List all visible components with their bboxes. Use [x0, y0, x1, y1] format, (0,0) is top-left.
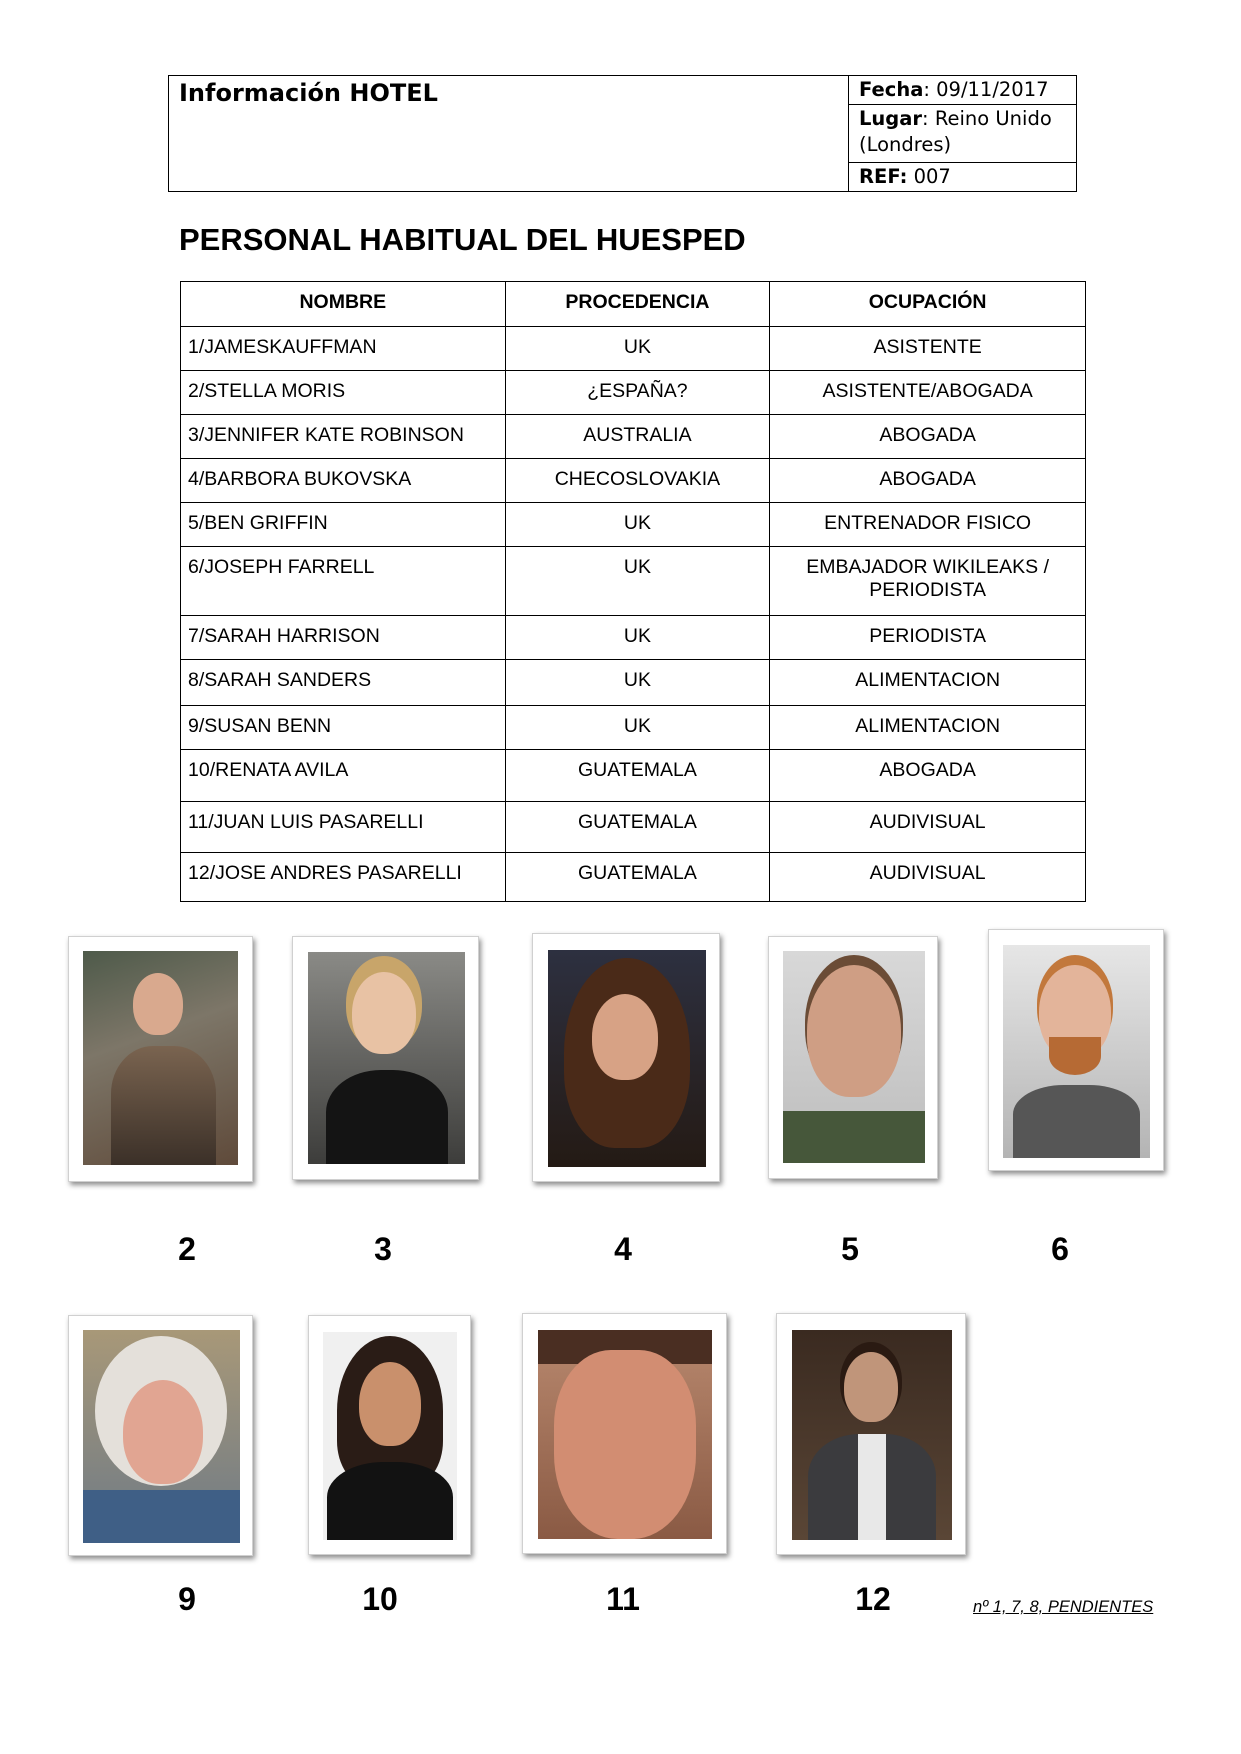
photo-number: 11	[606, 1581, 640, 1617]
photo-person-10	[308, 1315, 471, 1555]
cell-ocupacion: EMBAJADOR WIKILEAKS / PERIODISTA	[770, 547, 1086, 616]
section-title: PERSONAL HABITUAL DEL HUESPED	[179, 222, 746, 257]
cell-nombre: 10/RENATA AVILA	[181, 750, 506, 802]
cell-procedencia: CHECOSLOVAKIA	[505, 459, 770, 503]
cell-procedencia: ¿ESPAÑA?	[505, 371, 770, 415]
cell-nombre: 12/JOSE ANDRES PASARELLI	[181, 853, 506, 902]
cell-ocupacion: ABOGADA	[770, 459, 1086, 503]
photo-person-5	[768, 936, 938, 1179]
cell-procedencia: UK	[505, 660, 770, 706]
table-row	[181, 706, 1086, 750]
cell-procedencia: AUSTRALIA	[505, 415, 770, 459]
table-row	[181, 415, 1086, 459]
fecha-value: : 09/11/2017	[923, 78, 1049, 101]
photo-number: 5	[841, 1231, 859, 1267]
cell-nombre: 7/SARAH HARRISON	[181, 616, 506, 660]
photo-person-4	[532, 933, 720, 1182]
cell-nombre: 11/JUAN LUIS PASARELLI	[181, 802, 506, 853]
cell-procedencia: UK	[505, 616, 770, 660]
header-title: Información HOTEL	[169, 76, 849, 191]
cell-ocupacion: ASISTENTE	[770, 327, 1086, 371]
fecha-label: Fecha	[859, 78, 924, 101]
table-header-row	[181, 282, 1086, 327]
photo-number: 4	[614, 1231, 632, 1267]
cell-ocupacion: ALIMENTACION	[770, 706, 1086, 750]
header-box	[168, 75, 1077, 192]
cell-ocupacion: AUDIVISUAL	[770, 802, 1086, 853]
cell-nombre: 2/STELLA MORIS	[181, 371, 506, 415]
table-row	[181, 750, 1086, 802]
cell-procedencia: UK	[505, 706, 770, 750]
cell-nombre: 3/JENNIFER KATE ROBINSON	[181, 415, 506, 459]
cell-procedencia: GUATEMALA	[505, 750, 770, 802]
cell-ocupacion: ABOGADA	[770, 415, 1086, 459]
column-header-procedencia: PROCEDENCIA	[505, 282, 770, 327]
cell-ocupacion: ASISTENTE/ABOGADA	[770, 371, 1086, 415]
photo-person-11	[522, 1313, 727, 1554]
cell-ocupacion: AUDIVISUAL	[770, 853, 1086, 902]
ref-value: 007	[907, 165, 951, 188]
table-row	[181, 660, 1086, 706]
table-row	[181, 547, 1086, 616]
photo-person-12	[776, 1313, 966, 1555]
cell-nombre: 9/SUSAN BENN	[181, 706, 506, 750]
table-row	[181, 503, 1086, 547]
cell-procedencia: UK	[505, 327, 770, 371]
photo-number: 3	[374, 1231, 392, 1267]
ref-label: REF:	[859, 165, 908, 188]
cell-ocupacion: ENTRENADOR FISICO	[770, 503, 1086, 547]
header-meta	[849, 76, 1076, 191]
table-row	[181, 371, 1086, 415]
photo-number: 12	[855, 1581, 891, 1617]
table-row	[181, 616, 1086, 660]
cell-ocupacion: ALIMENTACION	[770, 660, 1086, 706]
photo-number: 2	[178, 1231, 196, 1267]
column-header-ocupacion: OCUPACIÓN	[770, 282, 1086, 327]
table-row	[181, 327, 1086, 371]
fecha-field	[849, 76, 1076, 105]
cell-ocupacion: ABOGADA	[770, 750, 1086, 802]
photo-person-6	[988, 929, 1164, 1171]
cell-ocupacion: PERIODISTA	[770, 616, 1086, 660]
photo-number: 6	[1051, 1231, 1069, 1267]
cell-nombre: 1/JAMESKAUFFMAN	[181, 327, 506, 371]
lugar-label: Lugar	[859, 107, 923, 130]
lugar-value: : Reino Unido (Londres)	[859, 107, 1052, 156]
ref-field	[849, 163, 1076, 191]
pending-note: nº 1, 7, 8, PENDIENTES	[973, 1598, 1154, 1616]
cell-procedencia: GUATEMALA	[505, 802, 770, 853]
cell-nombre: 8/SARAH SANDERS	[181, 660, 506, 706]
cell-nombre: 5/BEN GRIFFIN	[181, 503, 506, 547]
photo-number: 10	[362, 1581, 398, 1617]
photo-person-3	[292, 936, 479, 1180]
column-header-nombre: NOMBRE	[181, 282, 506, 327]
table-row	[181, 802, 1086, 853]
staff-table	[180, 281, 1086, 902]
photo-number: 9	[178, 1581, 196, 1617]
cell-procedencia: GUATEMALA	[505, 853, 770, 902]
photo-person-9	[68, 1315, 253, 1556]
cell-procedencia: UK	[505, 503, 770, 547]
table-row	[181, 459, 1086, 503]
photo-person-2	[68, 936, 253, 1182]
cell-nombre: 4/BARBORA BUKOVSKA	[181, 459, 506, 503]
cell-nombre: 6/JOSEPH FARRELL	[181, 547, 506, 616]
lugar-field	[849, 105, 1076, 163]
cell-procedencia: UK	[505, 547, 770, 616]
table-row	[181, 853, 1086, 902]
